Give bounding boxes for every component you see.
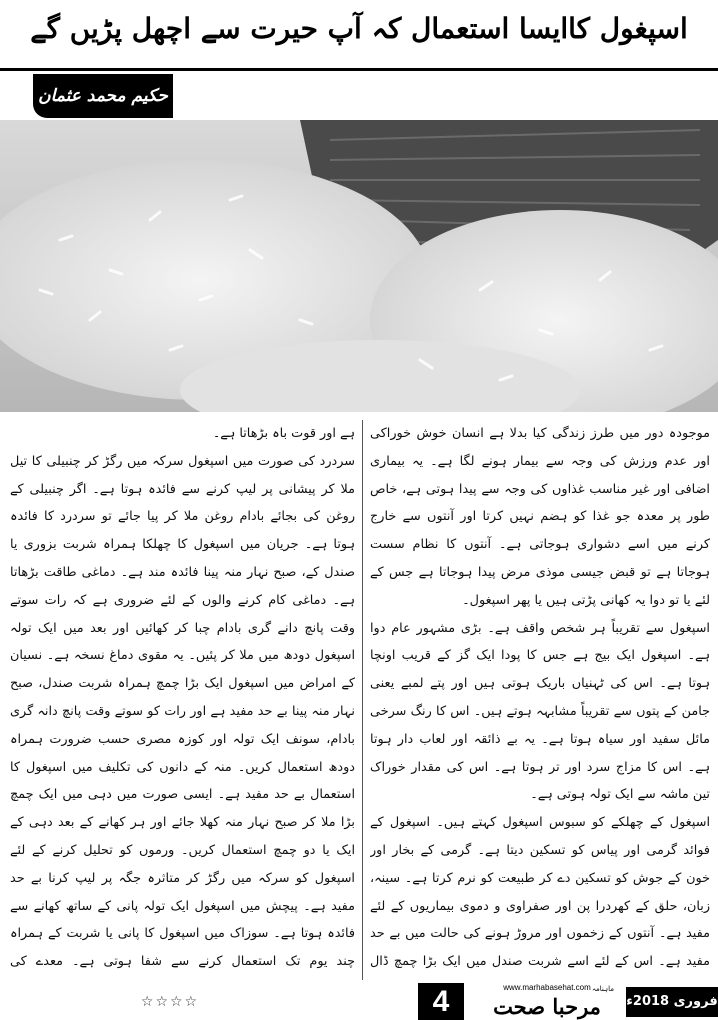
rice-spoon-illustration [0, 120, 718, 412]
column-divider [362, 420, 363, 980]
article-paragraph: ہے اور قوت باہ بڑھاتا ہے۔ [212, 426, 355, 441]
article-paragraph: موجودہ دور میں طرز زندگی کیا بدلا ہے انسان خوش خوراکی اور عدم ورزش کی وجہ سے بیمار ہونے لگا ہے۔ یہ بیماری اضافی اور غیر مناسب غذاوں کی وجہ سے پیدا ہوتی ہے، خاص طور پر معدہ جو غذا کو ہضم نہیں کرتا اور آنتوں سے خارج کرنے میں اسے دشواری ہوجاتی ہے۔ آنتوں کا نظام سست ہوجاتا ہے تو قبض جیسی موذی مرض پیدا ہوجاتا ہے جس کے لئے یا تو دوا یہ کھانی پڑتی ہیں یا پھر اسپغول۔ [370, 426, 710, 608]
article-column-left [10, 420, 355, 980]
article-paragraph: اسپغول کے چھلکے کو سبوس اسپغول کہتے ہیں۔ اسپغول کے فوائد گرمی اور پیاس کو تسکین دیتا ہے۔ گرمی کے بخار اور خون کے جوش کو تسکین دے کر طبیعت کو نرم کرتا ہے۔ سینہ، زبان، حلق کے کھردرا پن اور صفراوی و دموی بیماریوں کے لئے مفید ہے۔ آنتوں کے زخموں اور مروڑ ہونے کی حالت میں بے حد مفید ہے۔ اس کے لئے اسے شربت صندل میں ایک بڑا چمچ ڈال [370, 815, 710, 970]
website-url[interactable]: www.marhabasehat.com [503, 983, 591, 992]
page-number: 4 [418, 983, 464, 1020]
monthly-badge: ماہنامہ [591, 985, 615, 993]
article-paragraph: اسپغول سے تقریباً ہر شخص واقف ہے۔ بڑی مشہور عام دوا ہے۔ اسپغول ایک بیج ہے جس کا پودا ایک گز کے قریب اونچا ہوتا ہے۔ اس کی ٹہنیاں باریک ہوتی ہیں اور پتے لمبے یعنی جامن کے پتوں سے تقریباً مشابہہ ہوتے ہیں۔ اس کا رنگ سرخی مائل سفید اور سیاہ ہوتا ہے۔ یہ بے ذائقہ اور لعاب دار ہوتا ہے۔ اس کا مزاج سرد اور تر ہوتا ہے۔ اس کی مقدار خوراک تین ماشہ سے ایک تولہ ہوتی ہے۔ [370, 620, 710, 803]
issue-date: فروری 2018ء [626, 987, 718, 1017]
article-photo [0, 120, 718, 412]
footer-masthead [418, 983, 718, 1020]
magazine-logo: مرحبا صحت [493, 994, 601, 1019]
end-of-article-mark: ☆☆☆☆ [140, 994, 200, 1010]
author-byline: حکیم محمد عثمان [33, 74, 173, 118]
article-paragraph: سردرد کی صورت میں اسپغول سرکہ میں رگڑ کر چنبیلی کا تیل ملا کر پیشانی پر لیپ کرنے سے فائدہ ہوتا ہے۔ اگر چنبیلی کے روغن کی بجائے بادام روغن ملا کر پیا جائے تو سردرد کا فائدہ ہوتا ہے۔ جریان میں اسپغول کا چھلکا ہمراہ شربت بزوری یا صندل کے، صبح نہار منہ پینا فائدہ مند ہے۔ دماغی طاقت بڑھاتا ہے۔ دماغی کام کرنے والوں کے لئے ضروری ہے کہ رات سوتے وقت پانچ دانے گری بادام چبا کر کھائیں اور بعد میں ایک تولہ اسپغول دودھ میں ملا کر پئیں۔ یہ مقوی دماغ نسخہ ہے۔ نسیان کے امراض میں اسپغول ایک بڑا چمچ ہمراہ شربت صندل، صبح نہار منہ پینا بے حد مفید ہے اور رات کو سوتے وقت پانچ دانہ گری بادام، سونف ایک تولہ اور کوزہ مصری حسب ضرورت ہمراہ دودھ استعمال کریں۔ منہ کے دانوں کی تکلیف میں اسپغول کا استعمال بے حد مفید ہے۔ ایسی صورت میں دہی میں ایک چمچ بڑا ملا کر صبح نہار منہ کھلا جائے اور ہر کھانے کے بعد دہی کے ایک یا دو چمچ استعمال کریں۔ ورموں کو تحلیل کرنے کے لئے اسپغول کو سرکہ میں رگڑ کر متاثرہ جگہ پر لیپ کرنا بے حد مفید ہے۔ پیچش میں اسپغول ایک تولہ پانی کے ساتھ کھانے سے فائدہ ہوتا ہے۔ سوزاک میں اسپغول کا پانی یا شربت کے ہمراہ چند یوم تک استعمال کرنے سے شفا ہوتی ہے۔ معدے کی [10, 453, 355, 970]
article-column-right [370, 420, 710, 980]
headline-rule [0, 68, 718, 71]
article-headline: اسپغول کاایسا استعمال کہ آپ حیرت سے اچھل پڑیں گے [30, 12, 688, 45]
